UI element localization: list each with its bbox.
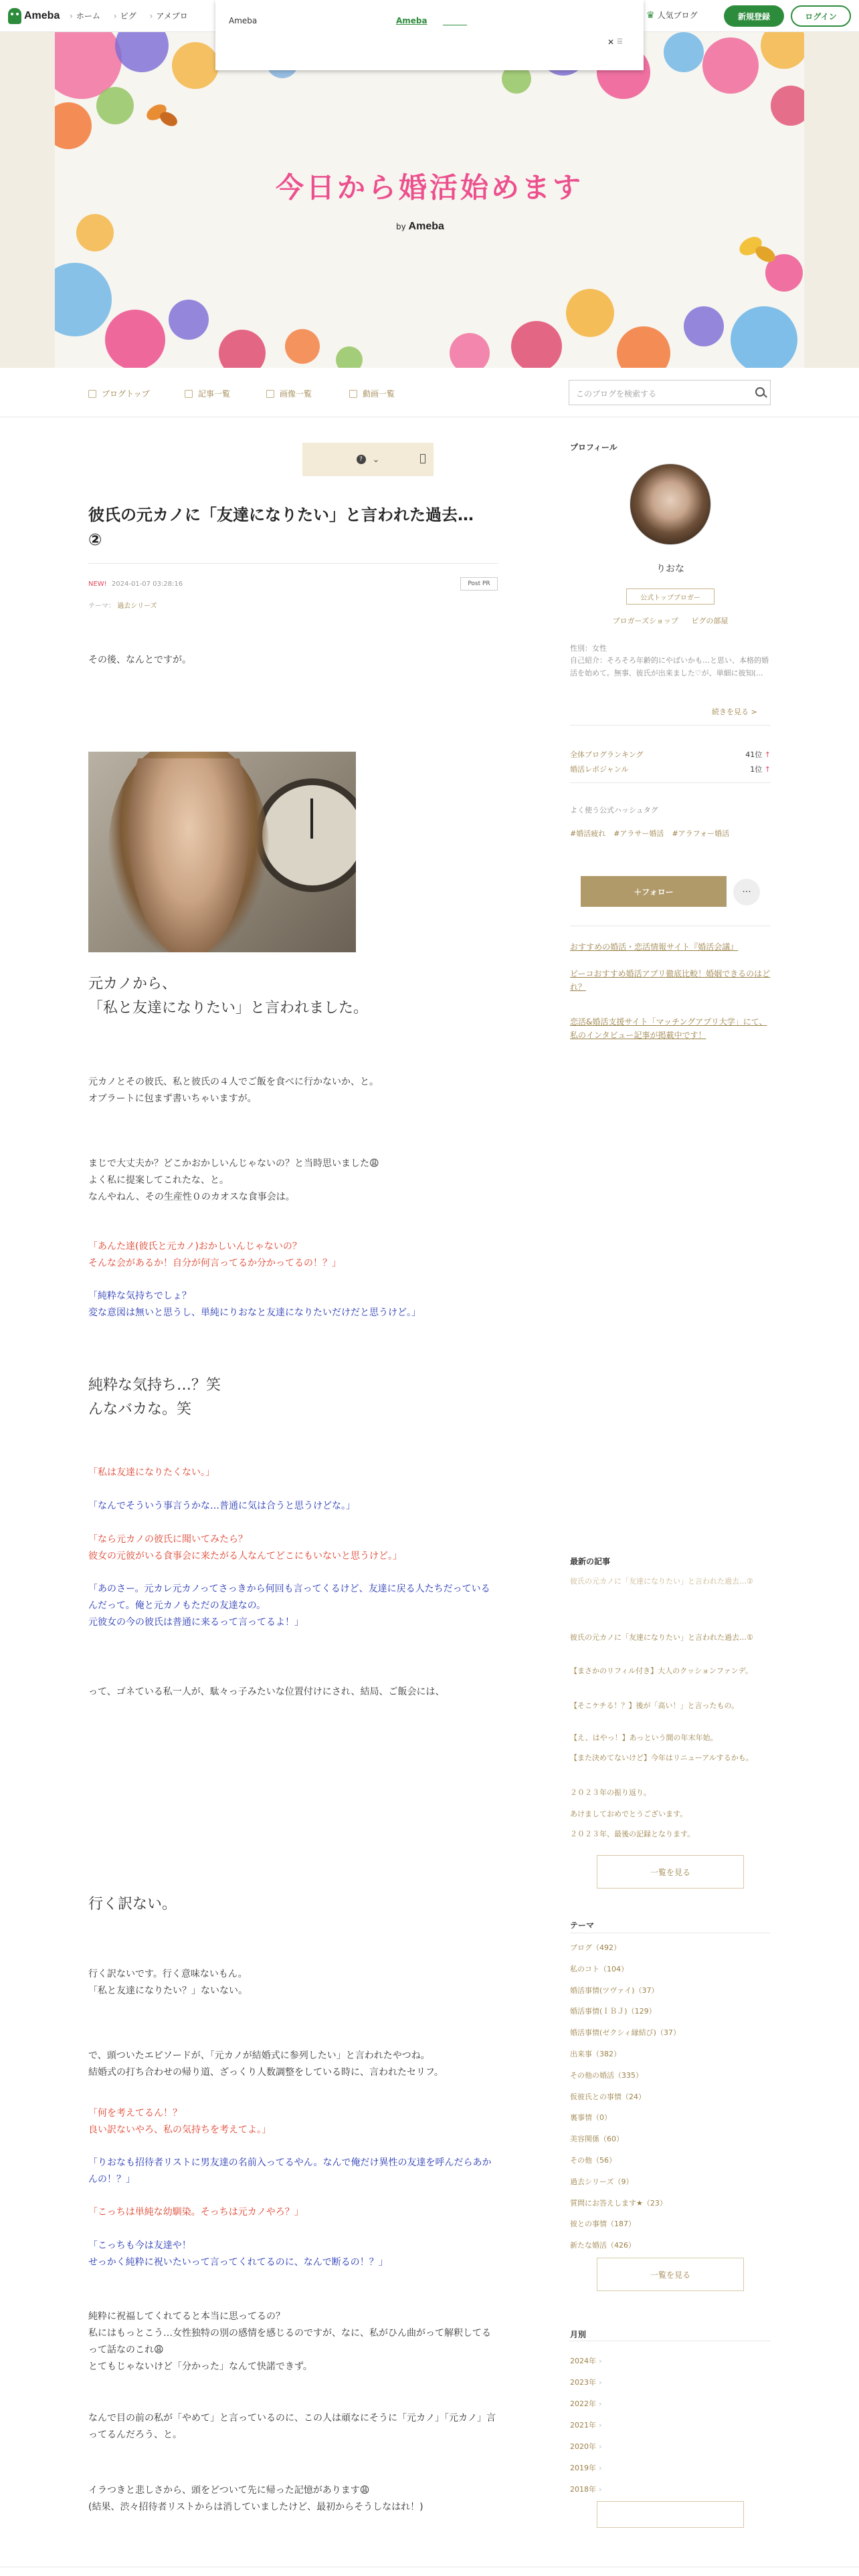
theme-name: 裏事情 [570, 2113, 592, 2123]
paren: ） [609, 2156, 616, 2165]
popular-blog-label: 人気ブログ [657, 11, 698, 20]
paragraph-quote: 「こっちも今は友達や！ せっかく純粋に祝いたいって言ってくれてるのに、なんで断るの！？」 [88, 2240, 388, 2268]
search-icon[interactable] [755, 387, 765, 397]
month-item[interactable]: 2024年 › [570, 2355, 601, 2366]
paragraph-quote: 「なら元カノの彼氏に聞いてみたら？ 彼女の元彼がいる食事会に来たがる人なんてどこにもいないと思うけど。」 [88, 1534, 402, 1562]
theme-count: 492 [599, 1943, 613, 1952]
theme-name: 仮彼氏との事情 [570, 2092, 622, 2101]
butterfly-left [144, 101, 179, 128]
paragraph-quote: 「りおなも招待者リストに男友達の名前入ってるやん。なんで俺だけ異性の友達を呼んだらあかんの！？」 [88, 2157, 492, 2185]
crown-icon: ♛ [646, 9, 655, 21]
theme-count: 37 [663, 2028, 673, 2038]
ameba-logo[interactable] [8, 8, 60, 24]
blog-search-input[interactable] [569, 380, 771, 405]
paren: ） [638, 2092, 646, 2101]
article-theme [88, 600, 157, 610]
paren: ） [621, 1964, 628, 1973]
popular-blog-link[interactable] [646, 9, 698, 21]
butterfly-right [736, 233, 777, 265]
theme-count: 37 [642, 1985, 652, 1995]
article-top-ad[interactable] [302, 443, 434, 476]
ranking-label: 全体ブログランキング [570, 750, 644, 759]
theme-name: 彼との事情 [570, 2220, 607, 2229]
blog-nav [0, 368, 859, 417]
flowers-bottom-left [55, 214, 363, 368]
nav-entry-list-label: 記事一覧 [198, 389, 231, 399]
theme-count: 23 [650, 2198, 660, 2208]
theme-item[interactable] [570, 2176, 633, 2187]
blog-title: 今日から婚活始めます [275, 171, 583, 204]
recent-entry[interactable]: ２０２３年、最後の記録となります。 [570, 1830, 695, 1838]
flowers-bottom-right [450, 254, 803, 368]
theme-item[interactable] [570, 2155, 616, 2165]
ad-caret-icon: ⌄ [372, 454, 380, 465]
article-image[interactable] [88, 752, 356, 952]
month-item[interactable]: 2018年 › [570, 2484, 601, 2494]
month-item[interactable]: 2019年 › [570, 2462, 601, 2473]
recent-entry[interactable]: 【え、はやっ！】あっという間の年末年始。 [570, 1733, 718, 1742]
theme-item[interactable] [570, 1963, 628, 1974]
theme-name: 婚活事情(ツヴァイ) [570, 1985, 635, 1995]
paren: （ [607, 2220, 614, 2229]
rank-up-icon: ↑ [764, 750, 771, 759]
paragraph-quote: 「何を考えてるん！？ 良い訳ないやろ、私の気持ちを考えてよ。」 [88, 2108, 271, 2135]
image-icon [266, 390, 274, 398]
article-meta [88, 580, 183, 588]
paren: （ [627, 2007, 635, 2016]
theme-item[interactable] [570, 2218, 636, 2229]
theme-count: 0 [599, 2113, 604, 2123]
theme-count: 187 [614, 2220, 628, 2229]
home-icon [88, 390, 96, 398]
paragraph-quote: 「こっちは単純な幼馴染。そっちは元カノやろ？」 [88, 2207, 304, 2218]
paragraph: 純粋に祝福してくれてると本当に思ってるの？ 私にはもっとこう…女性独特の別の感情を感じるのですが、なに、私がひん曲がって解釈してるって話なのこれ😩 とてもじゃないけど「分かった」なんて快諾できず。 [88, 2311, 491, 2372]
woman-portrait [128, 758, 249, 952]
more-options-button[interactable]: ··· [733, 879, 760, 905]
ranking-value: 41位 [745, 750, 763, 759]
theme-link[interactable]: 過去シリーズ [117, 603, 157, 610]
paren: （ [656, 2028, 664, 2038]
ad-menu-icon[interactable]: ☰ [617, 38, 623, 45]
theme-item[interactable] [570, 2048, 621, 2059]
month-list-button[interactable] [597, 2501, 744, 2528]
rank-up-icon: ↑ [764, 765, 771, 774]
paragraph-quote: 「なんでそういう事言うかな…普通に気は合うと思うけどな。」 [88, 1501, 355, 1511]
theme-item[interactable] [570, 2240, 636, 2250]
paren: （ [607, 2241, 614, 2250]
profile-heading: プロフィール [570, 443, 617, 452]
theme-count: 426 [614, 2241, 628, 2250]
profile-avatar[interactable] [630, 463, 711, 545]
paragraph: 元カノから、 「私と友達になりたい」と言われました。 [88, 976, 369, 1016]
profile-gender: 性別：女性 [570, 644, 607, 653]
paren: ） [613, 1943, 621, 1952]
sidebar-ad-link[interactable]: ピーコおすすめ婚活アプリ徹底比較！婚姻できるのはどれ？ [570, 969, 771, 992]
paren: ） [672, 2028, 680, 2038]
read-more-link[interactable]: 続きを見る > [712, 708, 757, 716]
top-ad-banner[interactable] [215, 0, 644, 70]
banner-by-line [396, 221, 444, 233]
hashtag[interactable]: #アラサー婚活 [613, 829, 664, 838]
ranking-value-wrap [745, 749, 771, 760]
ranking-value-wrap [750, 764, 771, 774]
divider [570, 782, 771, 783]
nav-blog-top-label: ブログトップ [102, 389, 150, 399]
profile-intro: 自己紹介：そろそろ年齢的にやばいかも…と思い、本格的婚活を始めて。無事、彼氏が出来ました♡が、単細に彼知(... [570, 656, 769, 677]
paren: （ [613, 2177, 622, 2186]
pigg-room-link[interactable]: ピグの部屋 [691, 617, 729, 625]
theme-name: 婚活事情(ゼクシィ縁結び) [570, 2028, 656, 2038]
blog-header-banner[interactable] [55, 32, 804, 368]
paren: （ [599, 2135, 607, 2144]
article-title[interactable]: 彼氏の元カノに「友達になりたい」と言われた過去…② [88, 506, 474, 550]
paren: ） [616, 2135, 624, 2144]
recent-entry-current[interactable]: 彼氏の元カノに「友達になりたい」と言われた過去…② [570, 1577, 753, 1586]
nav-entry-list[interactable] [185, 388, 230, 399]
recent-entry[interactable]: ２０２３年の振り返り。 [570, 1788, 651, 1797]
paren: （ [592, 1943, 599, 1952]
search-placeholder: このブログを検索する [576, 389, 657, 399]
paren: ） [659, 2198, 667, 2208]
theme-count: 104 [607, 1964, 621, 1973]
login-button[interactable]: ログイン [791, 5, 851, 27]
paragraph-quote: 「私は友達になりたくない。」 [88, 1467, 215, 1478]
paren: （ [592, 2113, 599, 2123]
banner-by: by [396, 222, 406, 231]
theme-count: 60 [607, 2135, 616, 2144]
paragraph-quote: 「あんた達(彼氏と元カノ)おかしいんじゃないの？ そんな会があるか！自分が何言ってるか分かってるの！？」 [88, 1241, 341, 1269]
paren: ） [636, 2070, 643, 2080]
hashtag[interactable]: #婚活疲れ [570, 829, 606, 838]
ad-link[interactable]: Ameba [396, 16, 427, 25]
theme-heading: テーマ [570, 1921, 595, 1930]
follow-button[interactable]: ＋フォロー [581, 876, 727, 907]
paren: （ [634, 1985, 642, 1995]
paren: （ [622, 2092, 629, 2101]
article-date: 2024-01-07 03:28:16 [111, 580, 183, 588]
theme-count: 24 [629, 2092, 638, 2101]
hashtag-heading: よく使う公式ハッシュタグ [570, 806, 658, 815]
banner-brand: Ameba [408, 221, 444, 232]
nav-video-list[interactable] [349, 388, 395, 399]
video-icon [349, 390, 357, 398]
theme-count: 9 [621, 2177, 626, 2186]
paragraph: 元カノとその彼氏、私と彼氏の４人でご飯を食べに行かないか、と。 オブラートに包まず書いちゃいますが。 [88, 1077, 379, 1104]
ranking-overall[interactable] [570, 749, 771, 760]
divider [88, 563, 498, 564]
recent-entry[interactable]: 【まさかのリフィル付き】大人のクッションファンデ。 [570, 1667, 753, 1675]
paragraph: まじで大丈夫か？どこかおかしいんじゃないの？と当時思いました😩 よく私に提案してこれたな、と。 なんやねん、その生産性０のカオスな食事会は。 [88, 1158, 379, 1202]
paragraph: イラつきと悲しさから、頭をどついて先に帰った記憶があります😩 (結果、渋々招待者リストからは消していましたけど、最初からそうしなはれ！) [88, 2485, 423, 2512]
paren: （ [614, 2070, 622, 2080]
nav-pigg[interactable]: › ピグ [114, 10, 136, 21]
month-item[interactable]: 2022年 › [570, 2398, 601, 2409]
theme-item[interactable] [570, 1942, 621, 1953]
nav-blog-top[interactable] [88, 388, 150, 399]
paragraph: なんで目の前の私が「やめて」と言っているのに、この人は頑なにそうに「元カノ」「元カノ」言ってるんだろう、と。 [88, 2413, 496, 2440]
month-item[interactable]: 2021年 › [570, 2420, 601, 2430]
profile-links [570, 615, 771, 626]
theme-item[interactable] [570, 2112, 611, 2123]
nav-image-list-label: 画像一覧 [280, 389, 312, 399]
theme-name: その他の婚活 [570, 2070, 614, 2080]
theme-item[interactable] [570, 2091, 646, 2102]
ranking-value: 1位 [750, 765, 763, 774]
theme-name: 婚活事情(ＩＢＪ) [570, 2007, 628, 2016]
official-top-blogger-badge[interactable]: 公式トップブロガー [626, 588, 714, 605]
month-item[interactable]: 2020年 › [570, 2441, 601, 2452]
clock-illustration [256, 778, 356, 892]
nav-ameblo[interactable]: › アメブロ [150, 10, 188, 21]
paren: ） [626, 2177, 634, 2186]
paragraph: で、頭ついたエピソードが、「元カノが結婚式に参列したい」と言われたやつね。 結婚式の打ち合わせの帰り道、ざっくり人数調整をしている時に、言われたセリフ。 [88, 2050, 444, 2078]
paragraph-quote: 「純粋な気持ちでしょ？ 変な意図は無いと思うし、単純にりおなと友達になりたいだけだと思うけど。」 [88, 1291, 421, 1318]
theme-item[interactable] [570, 2070, 643, 2080]
global-nav [70, 10, 188, 21]
theme-name: その他 [570, 2156, 592, 2165]
paren: （ [592, 2156, 599, 2165]
divider [570, 725, 771, 726]
paragraph: 行く訳ない。 [88, 1896, 177, 1913]
post-pr-button[interactable]: Post PR [460, 577, 498, 591]
paragraph: って、ゴネている私一人が、駄々っ子みたいな位置付けにされ、結局、ご飯会には、 [88, 1687, 445, 1697]
paragraph: 行く訳ないです。行く意味ないもん。 「私と友達になりたい？」ないない。 [88, 1969, 248, 1996]
theme-count: 335 [622, 2070, 636, 2080]
theme-name: ブログ [570, 1943, 592, 1952]
new-badge: NEW! [88, 580, 107, 588]
theme-label: テーマ： [88, 603, 115, 610]
list-icon [185, 390, 193, 398]
theme-name: 出来事 [570, 2050, 592, 2058]
nav-image-list[interactable] [266, 388, 312, 399]
hashtag[interactable]: #アラフォー婚活 [672, 829, 730, 838]
recent-entry[interactable]: 【そこケチる！？】後が「高い！」と言ったもの。 [570, 1701, 739, 1710]
paren: （ [642, 2198, 650, 2208]
register-button[interactable]: 新規登録 [724, 5, 784, 27]
theme-item[interactable] [570, 1985, 658, 1996]
theme-count: 129 [634, 2007, 649, 2016]
paren: ） [628, 2220, 636, 2229]
recent-entry[interactable]: 【また決めてないけど】今年はリニューアルするかも。 [570, 1753, 753, 1762]
theme-list-button[interactable]: 一覧を見る [597, 2258, 744, 2291]
theme-item[interactable] [570, 2133, 624, 2144]
paragraph-quote: 「あのさー。元カレ元カノってさっきから何回も言ってくるけど、友達に戻る人たちだっているんだって。俺と元カノもただの友達なの。 元彼女の今の彼氏は普通に来るって言ってるよ！」 [88, 1584, 490, 1628]
paren: ） [628, 2241, 636, 2250]
hashtag-list [570, 828, 771, 839]
sidebar-ad-link[interactable]: おすすめの婚活・恋活情報サイト『婚活会議』 [570, 942, 739, 952]
paren: （ [592, 2050, 599, 2058]
ameba-logo-icon [8, 8, 21, 24]
ranking-label: 婚活レポジャンル [570, 765, 629, 774]
theme-name: 美容関係 [570, 2135, 599, 2144]
ranking-genre[interactable] [570, 764, 771, 774]
sidebar-ad-link[interactable]: 恋活&婚活支援サイト「マッチングアプリ大学」にて、私のインタビュー記事が掲載中です！ [570, 1017, 767, 1040]
ad-close-icon[interactable]: ✕ [607, 37, 615, 47]
nav-home[interactable]: › ホーム [70, 10, 100, 21]
theme-count: 56 [599, 2156, 609, 2165]
theme-item[interactable] [570, 2197, 667, 2208]
theme-name: 私のコト [570, 1964, 599, 1973]
paren: ） [648, 2007, 656, 2016]
theme-count: 382 [599, 2050, 613, 2058]
paren: ） [604, 2113, 611, 2123]
bloggers-shop-link[interactable]: ブロガーズショップ [612, 617, 678, 625]
ad-info-icon: ? [357, 455, 366, 464]
paragraph: その後、なんとですが。 [88, 655, 191, 665]
recent-entry[interactable]: あけましておめでとうございます。 [570, 1810, 688, 1818]
recent-entry[interactable]: 彼氏の元カノに「友達になりたい」と言われた過去…① [570, 1633, 753, 1642]
theme-item[interactable] [570, 2027, 680, 2038]
profile-name[interactable]: りおな [656, 564, 684, 574]
ad-phone-icon [420, 454, 425, 463]
paragraph: 純粋な気持ち…？笑 んなバカな。笑 [88, 1377, 221, 1418]
theme-name: 質問にお答えします★ [570, 2198, 643, 2208]
paren: （ [599, 1964, 607, 1973]
month-item[interactable]: 2023年 › [570, 2377, 601, 2387]
ad-title: Ameba [229, 16, 258, 25]
paren: ） [651, 1985, 659, 1995]
theme-item[interactable] [570, 2006, 656, 2016]
recent-list-button[interactable]: 一覧を見る [597, 1855, 744, 1889]
paren: ） [613, 2050, 621, 2058]
theme-name: 過去シリーズ [570, 2177, 614, 2186]
theme-name: 新たな婚活 [570, 2241, 607, 2250]
month-heading: 月別 [570, 2330, 587, 2339]
recent-heading: 最新の記事 [570, 1557, 611, 1566]
logo-text: Ameba [24, 10, 60, 21]
nav-video-list-label: 動画一覧 [363, 389, 395, 399]
